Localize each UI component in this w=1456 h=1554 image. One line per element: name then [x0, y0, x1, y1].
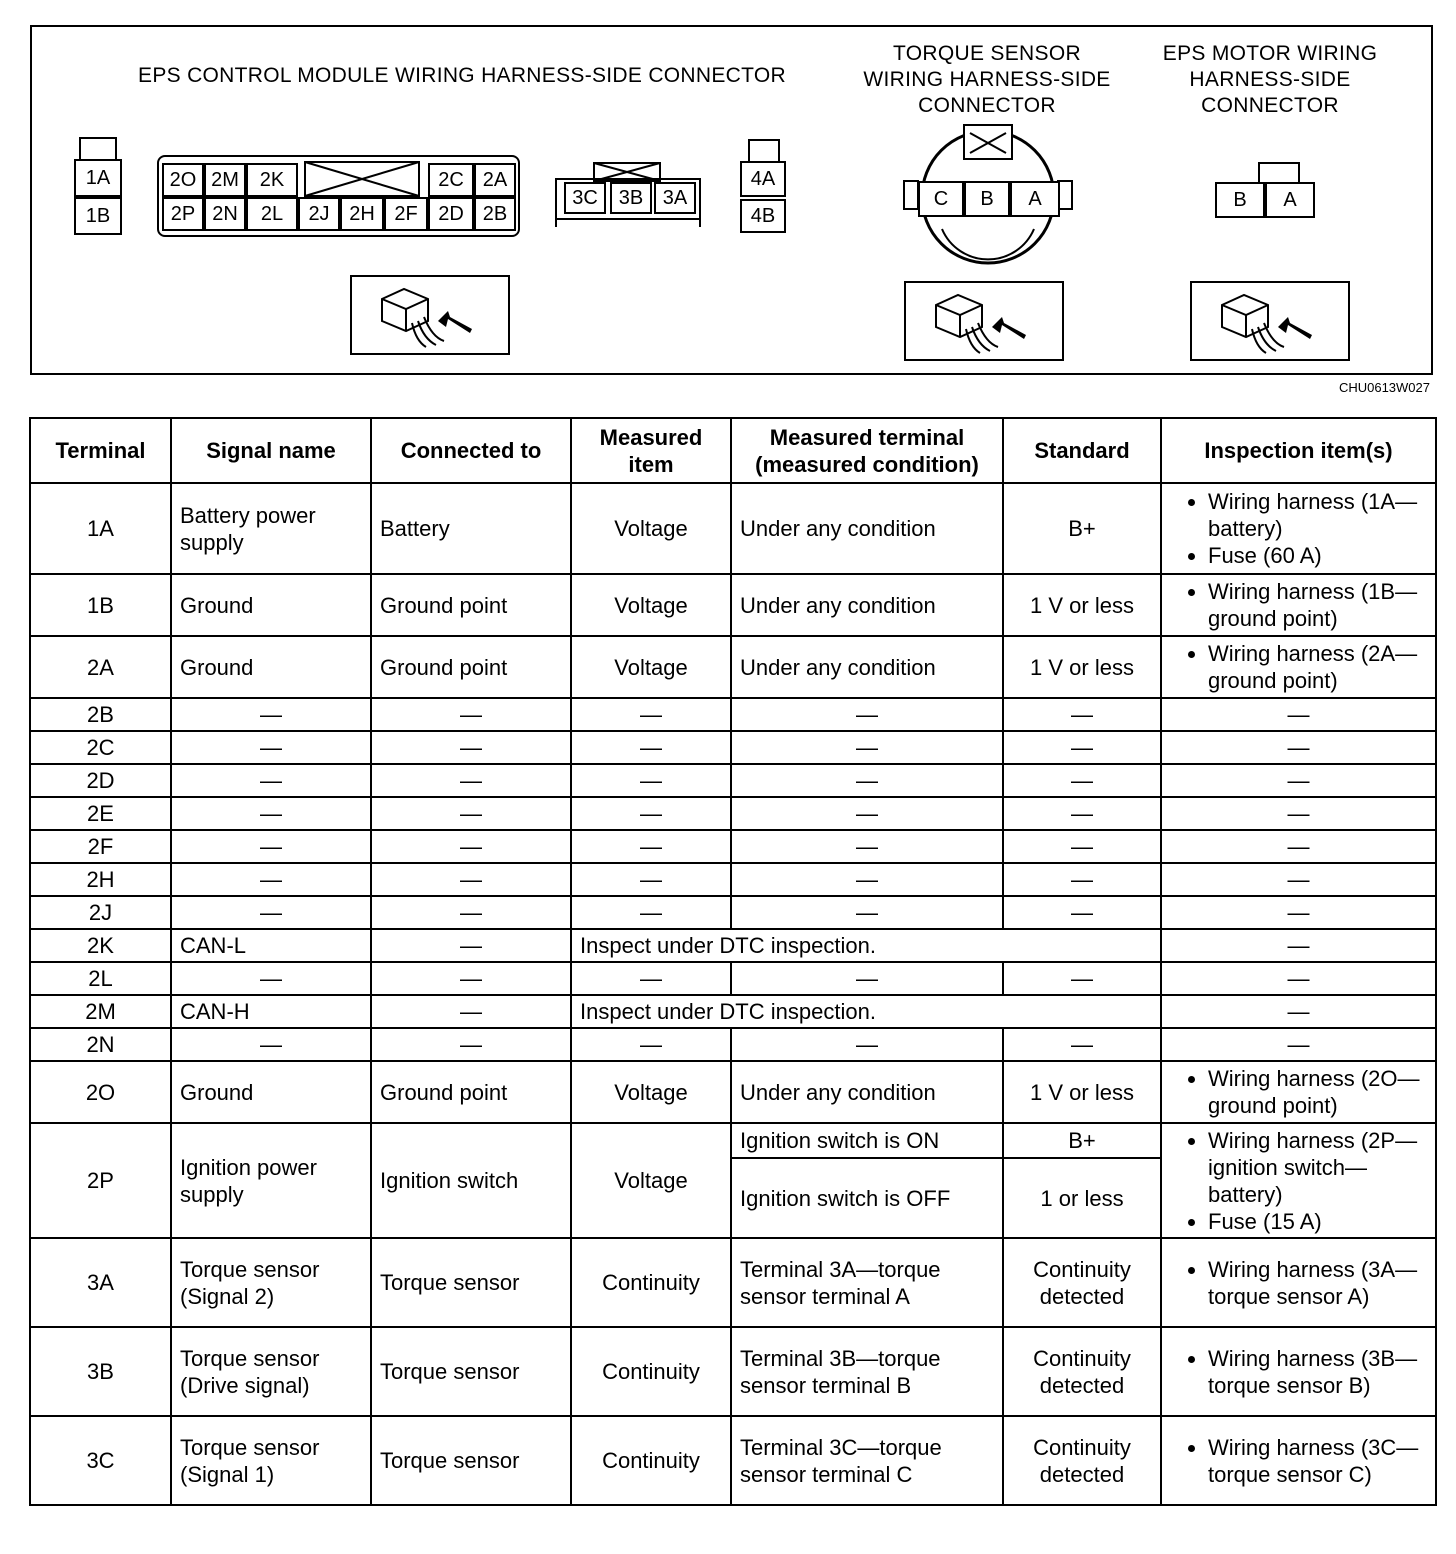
cell-signal: —: [171, 1028, 371, 1061]
table-row: [30, 574, 1436, 636]
pin-2j: 2J: [298, 197, 340, 231]
cell-condition: —: [731, 698, 1003, 731]
table-row: [30, 896, 1436, 929]
cell-item: —: [571, 797, 731, 830]
cell-item: —: [571, 698, 731, 731]
terminal-spec-table: [29, 417, 1437, 1506]
cell-signal: —: [171, 698, 371, 731]
cell-item: —: [571, 1028, 731, 1061]
pin-2a: 2A: [474, 163, 516, 197]
cell-connected: —: [371, 830, 571, 863]
figure-code: CHU0613W027: [1338, 380, 1430, 395]
cell-connected: Ignition switch: [371, 1123, 571, 1238]
cell-condition: Under any condition: [731, 574, 1003, 636]
connector-latch: [748, 139, 780, 163]
cell-item: Continuity: [571, 1238, 731, 1327]
pin-3b: 3B: [610, 182, 652, 214]
cell-item: Continuity: [571, 1327, 731, 1416]
cell-connected: —: [371, 1028, 571, 1061]
cell-signal: Torque sensor (Signal 1): [171, 1416, 371, 1505]
cell-signal: CAN-H: [171, 995, 371, 1028]
eps-module-title: EPS CONTROL MODULE WIRING HARNESS-SIDE CONNECTOR: [138, 64, 786, 87]
cell-signal: —: [171, 830, 371, 863]
pin-3c: 3C: [564, 182, 606, 214]
cell-standard: —: [1003, 863, 1161, 896]
pin-2k: 2K: [246, 163, 298, 197]
cell-inspection: [1161, 574, 1436, 636]
cell-condition: Under any condition: [731, 483, 1003, 574]
cell-standard: 1 V or less: [1003, 636, 1161, 698]
cell-connected: Torque sensor: [371, 1327, 571, 1416]
cell-connected: —: [371, 929, 571, 962]
cell-signal: Battery power supply: [171, 483, 371, 574]
pin-2c: 2C: [428, 163, 474, 197]
table-row: [30, 698, 1436, 731]
connector-latch: [79, 137, 117, 161]
cell-terminal: 2A: [30, 636, 171, 698]
cell-connected: Torque sensor: [371, 1238, 571, 1327]
cell-terminal: 2K: [30, 929, 171, 962]
table-row: [30, 483, 1436, 574]
inspection-item: • Wiring harness (2P—ignition switch—battery): [1208, 1127, 1427, 1208]
cell-standard: —: [1003, 731, 1161, 764]
table-row: [30, 764, 1436, 797]
table-row: [30, 995, 1436, 1028]
header-standard: Standard: [1003, 418, 1161, 483]
torque-pin-c: C: [918, 181, 964, 217]
header-connected-to: Connected to: [371, 418, 571, 483]
cell-item: Voltage: [571, 483, 731, 574]
pin-2b: 2B: [474, 197, 516, 231]
cell-standard: Continuity detected: [1003, 1416, 1161, 1505]
inspection-item: • Wiring harness (3A—torque sensor A): [1208, 1256, 1427, 1310]
pin-2m: 2M: [204, 163, 246, 197]
inspection-item: • Wiring harness (1A—battery): [1208, 488, 1427, 542]
cell-standard-off: 1 or less: [1003, 1158, 1161, 1238]
eps-motor-title: EPS MOTOR WIRING HARNESS-SIDE CONNECTOR: [1162, 42, 1378, 117]
cell-terminal: 1B: [30, 574, 171, 636]
cell-terminal: 1A: [30, 483, 171, 574]
table-row: [30, 1061, 1436, 1123]
cell-standard: B+: [1003, 483, 1161, 574]
table-row: [30, 863, 1436, 896]
cell-condition: Terminal 3C—torque sensor terminal C: [731, 1416, 1003, 1505]
inspection-item: • Wiring harness (2O—ground point): [1208, 1065, 1427, 1119]
motor-pin-b: B: [1215, 182, 1265, 218]
cell-condition: —: [731, 731, 1003, 764]
cell-condition: —: [731, 896, 1003, 929]
cell-inspection: —: [1161, 698, 1436, 731]
cell-standard: —: [1003, 698, 1161, 731]
pin-4a: 4A: [740, 161, 786, 197]
cell-item: —: [571, 863, 731, 896]
pin-2o: 2O: [162, 163, 204, 197]
cell-item: Voltage: [571, 574, 731, 636]
cell-inspection: [1161, 1238, 1436, 1327]
cell-condition: —: [731, 863, 1003, 896]
cell-condition: Under any condition: [731, 1061, 1003, 1123]
cell-terminal: 2L: [30, 962, 171, 995]
cell-connected: Ground point: [371, 574, 571, 636]
cell-connected: —: [371, 863, 571, 896]
cell-connected: Ground point: [371, 1061, 571, 1123]
cell-item: —: [571, 764, 731, 797]
cell-condition: Under any condition: [731, 636, 1003, 698]
cell-terminal: 2O: [30, 1061, 171, 1123]
cell-item: Voltage: [571, 1123, 731, 1238]
header-measured-item: Measured item: [571, 418, 731, 483]
cell-condition: —: [731, 830, 1003, 863]
cell-condition: —: [731, 797, 1003, 830]
cell-standard: 1 V or less: [1003, 1061, 1161, 1123]
cell-terminal: 2M: [30, 995, 171, 1028]
motor-pin-a: A: [1265, 182, 1315, 218]
inspection-item: • Wiring harness (2A—ground point): [1208, 640, 1427, 694]
cell-item: —: [571, 896, 731, 929]
table-row: [30, 636, 1436, 698]
cell-signal: —: [171, 731, 371, 764]
pin-2h: 2H: [340, 197, 384, 231]
table-row: [30, 731, 1436, 764]
table-row: [30, 797, 1436, 830]
cell-standard: Continuity detected: [1003, 1238, 1161, 1327]
cell-inspection: [1161, 1327, 1436, 1416]
cell-connected: —: [371, 896, 571, 929]
cell-terminal: 2J: [30, 896, 171, 929]
cell-terminal: 2H: [30, 863, 171, 896]
inspection-item: • Wiring harness (1B—ground point): [1208, 578, 1427, 632]
cell-inspection: [1161, 1416, 1436, 1505]
cell-terminal: 2B: [30, 698, 171, 731]
cell-signal: —: [171, 863, 371, 896]
harness-side-view-icon: [904, 281, 1064, 361]
cell-connected: —: [371, 962, 571, 995]
cell-standard: —: [1003, 764, 1161, 797]
torque-pin-a: A: [1010, 181, 1060, 217]
cell-signal: Torque sensor (Signal 2): [171, 1238, 371, 1327]
cell-terminal: 3C: [30, 1416, 171, 1505]
cell-signal: —: [171, 764, 371, 797]
inspection-item: • Wiring harness (3C—torque sensor C): [1208, 1434, 1427, 1488]
cell-signal: Torque sensor (Drive signal): [171, 1327, 371, 1416]
cell-condition: —: [731, 1028, 1003, 1061]
pin-3a: 3A: [654, 182, 696, 214]
cell-connected: Ground point: [371, 636, 571, 698]
cell-terminal: 3B: [30, 1327, 171, 1416]
cell-item: Continuity: [571, 1416, 731, 1505]
cell-condition: —: [731, 962, 1003, 995]
connector-latch: [1258, 162, 1300, 184]
cell-condition: —: [731, 764, 1003, 797]
cell-terminal: 2D: [30, 764, 171, 797]
table-row: [30, 1028, 1436, 1061]
pin-2p: 2P: [162, 197, 204, 231]
cell-standard: —: [1003, 896, 1161, 929]
cell-condition-on: Ignition switch is ON: [731, 1123, 1003, 1158]
table-row: [30, 1416, 1436, 1505]
cell-standard: —: [1003, 962, 1161, 995]
cell-standard: 1 V or less: [1003, 574, 1161, 636]
pin-2f: 2F: [384, 197, 428, 231]
cell-terminal: 3A: [30, 1238, 171, 1327]
cell-item: —: [571, 731, 731, 764]
table-row: [30, 1327, 1436, 1416]
cell-connected: —: [371, 797, 571, 830]
cell-dtc-note: Inspect under DTC inspection.: [571, 929, 1161, 962]
cell-condition: Terminal 3A—torque sensor terminal A: [731, 1238, 1003, 1327]
pin-2d: 2D: [428, 197, 474, 231]
cell-inspection: —: [1161, 797, 1436, 830]
cell-signal: Ground: [171, 574, 371, 636]
header-inspection-items: Inspection item(s): [1161, 418, 1436, 483]
pin-2n: 2N: [204, 197, 246, 231]
cell-inspection: [1161, 1123, 1436, 1238]
table-row: [30, 962, 1436, 995]
blank-cavity: [304, 161, 420, 197]
torque-sensor-title: TORQUE SENSOR WIRING HARNESS-SIDE CONNECTOR: [863, 42, 1111, 117]
connector-diagram: [30, 25, 1433, 375]
pin-4b: 4B: [740, 199, 786, 233]
cell-signal: —: [171, 962, 371, 995]
cell-item: —: [571, 830, 731, 863]
cell-signal: Ignition power supply: [171, 1123, 371, 1238]
cell-standard: —: [1003, 797, 1161, 830]
cell-inspection: —: [1161, 731, 1436, 764]
table-row: [30, 1238, 1436, 1327]
cell-terminal: 2F: [30, 830, 171, 863]
table-header-row: [30, 418, 1436, 483]
cell-inspection: —: [1161, 830, 1436, 863]
cell-signal: Ground: [171, 636, 371, 698]
cell-terminal: 2N: [30, 1028, 171, 1061]
cell-connected: —: [371, 698, 571, 731]
cell-inspection: —: [1161, 1028, 1436, 1061]
table-row: [30, 830, 1436, 863]
torque-pin-b: B: [964, 181, 1010, 217]
table-row: [30, 929, 1436, 962]
cell-connected: Torque sensor: [371, 1416, 571, 1505]
cell-inspection: [1161, 636, 1436, 698]
cell-connected: —: [371, 995, 571, 1028]
header-signal-name: Signal name: [171, 418, 371, 483]
cell-terminal: 2C: [30, 731, 171, 764]
cell-terminal: 2E: [30, 797, 171, 830]
cell-inspection: —: [1161, 929, 1436, 962]
cell-inspection: —: [1161, 863, 1436, 896]
cell-item: Voltage: [571, 1061, 731, 1123]
cell-terminal: 2P: [30, 1123, 171, 1238]
cell-standard-on: B+: [1003, 1123, 1161, 1158]
cell-connected: Battery: [371, 483, 571, 574]
cell-inspection: [1161, 483, 1436, 574]
pin-1a: 1A: [74, 159, 122, 197]
harness-side-view-icon: [1190, 281, 1350, 361]
cell-connected: —: [371, 764, 571, 797]
cell-standard: —: [1003, 830, 1161, 863]
cell-standard: —: [1003, 1028, 1161, 1061]
pin-1b: 1B: [74, 197, 122, 235]
cell-condition-off: Ignition switch is OFF: [731, 1158, 1003, 1238]
cell-standard: Continuity detected: [1003, 1327, 1161, 1416]
inspection-item: • Fuse (15 A): [1208, 1208, 1427, 1235]
pin-2l: 2L: [246, 197, 298, 231]
cell-signal: —: [171, 797, 371, 830]
inspection-item: • Wiring harness (3B—torque sensor B): [1208, 1345, 1427, 1399]
cell-signal: Ground: [171, 1061, 371, 1123]
cell-item: —: [571, 962, 731, 995]
table-row: [30, 1123, 1436, 1158]
cell-item: Voltage: [571, 636, 731, 698]
harness-side-view-icon: [350, 275, 510, 355]
cell-inspection: —: [1161, 896, 1436, 929]
cell-dtc-note: Inspect under DTC inspection.: [571, 995, 1161, 1028]
cell-signal: CAN-L: [171, 929, 371, 962]
cell-inspection: [1161, 1061, 1436, 1123]
cell-inspection: —: [1161, 995, 1436, 1028]
cell-inspection: —: [1161, 764, 1436, 797]
header-measured-terminal: Measured terminal (measured condition): [731, 418, 1003, 483]
cell-signal: —: [171, 896, 371, 929]
inspection-item: • Fuse (60 A): [1208, 542, 1427, 569]
cell-inspection: —: [1161, 962, 1436, 995]
cell-condition: Terminal 3B—torque sensor terminal B: [731, 1327, 1003, 1416]
header-terminal: Terminal: [30, 418, 171, 483]
cell-connected: —: [371, 731, 571, 764]
